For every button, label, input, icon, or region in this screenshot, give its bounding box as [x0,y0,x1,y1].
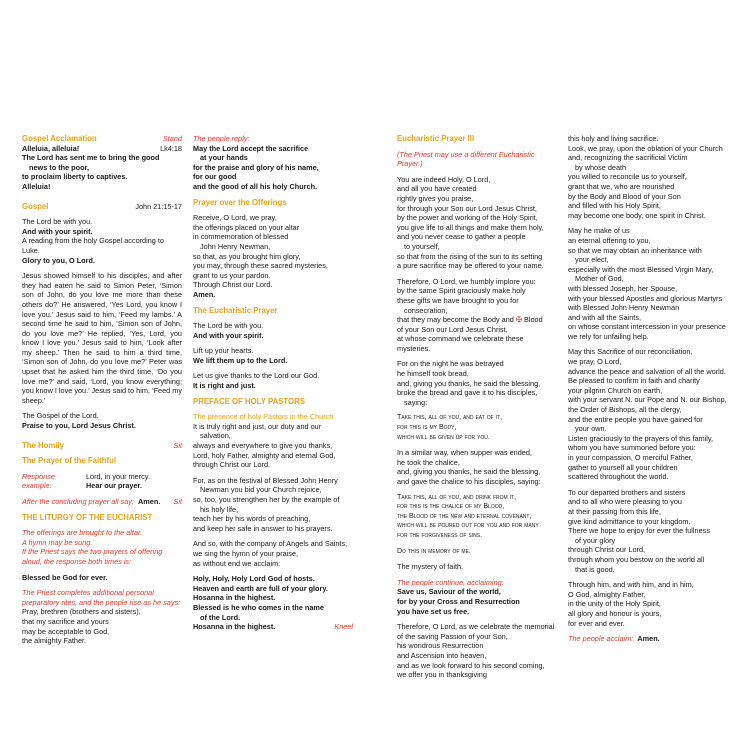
response-line: you have set us free. [397,606,470,616]
prayer-line: There we hope to enjoy for ever the fullness [568,526,710,536]
prayer-line: your elect, [575,255,609,265]
response-line: of the Lord. [200,612,241,622]
prayer-line: and filled with his Holy Spirit, [568,201,661,211]
prayer-line: Mother of God, [575,274,624,284]
prayer-line: Lord, holy Father, almighty and eternal God, [193,450,336,460]
prayer-line: through Christ our Lord. [193,460,271,470]
response-line: Hosanna in the highest. [193,593,276,603]
prayer-line: the offerings placed on your altar [193,222,300,232]
posture-note: Sit [173,497,182,506]
prayer-line: For on the night he was betrayed [397,359,504,369]
response-line: Blessed be God for ever. [22,572,108,582]
prayer-line: rightly gives you praise, [397,193,474,203]
consecration-line: for the forgiveness of sins. [397,531,483,539]
acclamation-line: The Lord has sent me to bring the good [22,153,160,163]
prayer-line: with your servant N. our Pope and N. our Bishop, [568,395,727,405]
prayer-line: always and everywhere to give you thanks, [193,441,333,451]
response-line: And with your spirit. [193,330,264,340]
prayer-line: we pray, O Lord, [568,357,622,367]
cross-icon: ✠ [515,315,522,325]
posture-note: Stand [162,134,182,143]
consecration-line: Take this, all of you, and eat of it, [397,414,503,422]
prayer-line: and gave the chalice to his disciples, saying: [397,477,541,486]
dialogue-line: Lift up your hearts. [193,346,254,356]
prayer-line: we sing the hymn of your praise, [193,548,299,558]
prayer-line: give kind admittance to your kingdom. [568,516,691,526]
prayer-line: whom you have summoned before you: [568,443,696,453]
scripture-ref: Lk4:18 [160,143,182,153]
prayer-line: of the saving Passion of your Son, [397,631,508,641]
prayer-line: you give life to all things and make them holy, [397,222,544,232]
rubric-line: The offerings are brought to the altar. [22,528,143,538]
rubric-line: preparatory rites, and the people rise as he says: [22,597,181,607]
prayer-line: Newman you bid your Church rejoice, [200,485,322,495]
prayer-line: and you never cease to gather a people [397,232,526,242]
prayer-line: and all you have created [397,184,477,194]
prayer-line: advance the peace and salvation of all the world. [568,366,726,376]
prayer-line: he himself took bread, [397,369,469,379]
prayer-line: so that we may obtain an inheritance with [568,245,702,255]
prayer-line: It is truly right and just, our duty and our [193,421,322,431]
consecration-line: for this is the chalice of my Blood, [397,503,505,511]
prayer-line: saying: [404,397,428,407]
prayer-line: of your Son our Lord Jesus Christ, [397,324,508,334]
section-heading: THE LITURGY OF THE EUCHARIST [22,512,153,522]
response-line: Amen. [193,289,216,299]
prayer-line: and to all who were pleasing to you [568,497,682,507]
prayer-line: may become one body, one spirit in Christ. [568,210,706,220]
prayer-line: you willed to reconcile us to yourself, [568,172,687,182]
dialogue-line: The Lord be with you. [193,321,264,331]
response-line: Save us, Saviour of the world, [397,587,501,597]
prayer-line: we offer you in thanksgiving [397,670,487,680]
prayer-line: and with all the Saints, [568,312,642,322]
response-line: Heaven and earth are full of your glory. [193,583,328,593]
section-heading: Prayer over the Offerings [193,197,287,207]
homily-header [22,441,182,451]
section-heading: PREFACE OF HOLY PASTORS [193,396,305,406]
prayer-line: and the entire people you have gained for [568,414,703,424]
prayer-line: may be acceptable to God, [22,626,110,636]
consecration-line: which will be given up for you. [397,433,490,441]
response-example: Response example: Lord, in your mercy. Hear our prayer. [22,471,150,491]
response-line: We lift them up to the Lord. [193,355,288,365]
response-line: for by your Cross and Resurrection [397,596,520,606]
prayer-line: in the unity of the Holy Spirit, [568,599,661,609]
prayer-line: In a similar way, when supper was ended, [397,448,532,458]
acclamation-line: to proclaim liberty to captives. [22,172,128,182]
prayer-line: so that, as you brought him glory, [193,251,301,261]
consecration-line: Take this, all of you, and drink from it, [397,493,517,501]
response-line: Praise to you, Lord Jesus Christ. [22,421,136,431]
prayer-line: a pure sacrifice may be offered to your name. [397,261,544,271]
prayer-line: all glory and honour is yours, [568,608,662,618]
prayer-line: for through your Son our Lord Jesus Christ, [397,203,537,213]
preface-subtitle: The presence of holy Pastors in the Church [193,412,334,422]
response-line: for the praise and glory of his name, [193,162,319,172]
response-line: at your hands [200,153,248,163]
consecration-line: Do this in memory of me. [397,547,471,555]
prayer-line: May he make of us [568,226,630,236]
prayer-line: the almighty Father. [22,636,87,646]
prayer-line: by whose death [575,162,627,172]
prayer-line: Through Christ our Lord. [193,280,273,290]
rubric-line: The Priest completes additional personal [22,588,154,598]
prayer-line: To our departed brothers and sisters [568,487,686,497]
prayer-line: and as we look forward to his second coming, [397,660,545,670]
section-heading: Gospel [22,201,49,211]
rubric-line: aloud, the response both times is: [22,556,132,566]
prayer-line: he took the chalice, [397,457,460,467]
prayer-line: that my sacrifice and yours [22,616,109,626]
dialogue-line: A reading from the holy Gospel according to Luke. [22,236,164,255]
column-2 [193,134,353,632]
prayer-line: For, as on the festival of Blessed John Henry [193,475,338,485]
prayer-line: your own. [575,424,607,434]
concluding-prayer-note: After the concluding prayer all say: Amen. Sit [22,497,182,506]
prayer-line: consecration, [404,305,448,315]
rubric-line: The people continue, acclaiming: [397,577,504,587]
prayer-line: with blessed Joseph, her Spouse, [568,283,678,293]
response-line: for our good [193,172,237,182]
prayer-line: with your blessed Apostles and glorious Martyrs [568,293,723,303]
acclamation-line: Alleluia, alleluia! Lk4:18 [22,143,182,153]
prayer-line: grant to us your pardon. [193,270,271,280]
response-line: Holy, Holy, Holy Lord God of hosts. [193,574,315,584]
posture-note: Kneel [334,622,353,632]
prayer-line: on whose constant intercession in your presence [568,322,726,332]
consecration-line: which will be poured out for you and for many [397,522,539,530]
prayer-line: through whom you bestow on the world all [568,554,705,564]
prayer-line: of your glory [575,535,616,545]
response-line: Glory to you, O Lord. [22,255,95,265]
prayer-line: and, recognizing the sacrificial Victim [568,153,688,163]
prayer-line: as without end we acclaim: [193,558,281,568]
acclamation-line: news to the poor, [29,162,89,172]
section-heading: The Homily [22,440,65,450]
prayer-line: and keep her safe in answer to his prayers. [193,523,333,533]
prayer-line: and Ascension into heaven, [397,650,487,660]
rubric-line: (The Priest may use a different Eucharistic Prayer.) [397,149,535,169]
prayer-line: by the Body and Blood of your Son [568,191,681,201]
prayer-line: The mystery of faith. [397,562,464,572]
gospel-text: Jesus showed himself to his disciples, and after they had eaten he said to Simon Peter, ‘Simon son of John, do you love me more than these others do?’ He answered, ‘Yes Lord, you know I love you.’ Jesus said to him, ‘Feed my lambs.’ A second time he said to him, ‘Simon son of John, do you love me?’ He replied, ‘Yes, Lord, you know I love you.’ Jesus said to him, ‘Look after my sheep.’ Then he said to him a third time, ‘Simon son of John, do you love me?’ Peter was upset that he asked him the third time, ‘Do you love me?’ and said, ‘Lord, you know everything; you know I love you.’ Jesus said to him, ‘Feed my sheep.’ [22,271,182,405]
prayer-line: salvation, [200,431,231,441]
prayer-line: and, giving you thanks, he said the blessing, [397,467,541,477]
prayer-line: at whose command we celebrate these mysteries. [397,334,524,353]
prayer-line: for ever and ever. [568,618,625,628]
section-heading: Eucharistic Prayer III [397,134,475,143]
response-line: and the good of all his holy Church. [193,181,318,191]
prayer-line: gather to yourself all your children [568,462,678,472]
prayer-line: grant that we, who are nourished [568,181,675,191]
acclamation-line: Alleluia! [22,181,51,191]
scripture-ref: John 21:15-17 [135,201,182,211]
prayer-line: so, too, you strengthen her by the example of [193,495,340,504]
dialogue-line: The Gospel of the Lord. [22,411,99,421]
gospel-acclamation-header [22,134,182,144]
prayer-line: his wondrous Resurrection [397,641,484,651]
acclaim-line: The people acclaim: Amen. [568,634,660,644]
prayer-line: in commemoration of blessed [193,232,289,242]
prayer-line: we rely for unfailing help. [568,331,649,341]
response-line: Blessed is he who comes in the name [193,602,324,612]
prayer-line: by the power and working of the Holy Spirit, [397,213,538,223]
prayer-line: broke the bread and gave it to his disciples, [397,388,538,398]
prayer-line: Look, we pray, upon the oblation of your Church [568,143,723,153]
prayer-line: Receive, O Lord, we pray, [193,213,277,223]
prayer-line: his holy life, [200,504,239,514]
consecration-line: for this is my Body, [397,424,457,432]
prayer-line: especially with the most Blessed Virgin Mary, [568,264,714,274]
prayer-line: Through him, and with him, and in him, [568,580,694,590]
prayer-line: the Order of Bishops, all the clergy, [568,405,682,415]
posture-note: Sit [173,440,182,450]
prayer-line: this holy and living sacrifice. [568,134,659,143]
prayer-line: Listen graciously to the prayers of this family, [568,433,714,443]
prayer-line: scattered throughout the world. [568,472,669,482]
prayer-line: Therefore, O Lord, we humbly implore you: [397,276,536,286]
response-line: And with your spirit. [22,226,93,236]
prayer-line: an eternal offering to you, [568,235,651,245]
section-heading: Gospel Acclamation [22,134,97,143]
consecration-line: the Blood of the new and eternal covenant, [397,512,532,520]
prayer-line: Pray, brethren (brothers and sisters), [22,607,141,617]
prayer-line: in your compassion, O merciful Father, [568,453,693,462]
column-3 [397,134,557,680]
sanctus-last-line: Hosanna in the highest. Kneel [193,622,353,632]
prayer-line: John Henry Newman, [200,241,271,251]
section-heading: The Eucharistic Prayer [193,305,278,315]
prayer-line: at their passing from this life, [568,506,661,516]
prayer-line: so that from the rising of the sun to its setting [397,251,543,261]
response-line: May the Lord accept the sacrifice [193,143,309,153]
prayer-line: you may, through these sacred mysteries, [193,261,328,271]
prayer-line: May this Sacrifice of our reconciliation, [568,347,693,357]
response-line: It is right and just. [193,381,256,391]
section-heading: The Prayer of the Faithful [22,456,117,466]
prayer-line: to yourself, [404,241,440,251]
column-1 [22,134,182,646]
prayer-line: your pilgrim Church on earth, [568,385,663,395]
prayer-line: that is good. [575,564,615,574]
prayer-line: You are indeed Holy, O Lord, [397,174,491,184]
rubric-line: If the Priest says the two prayers of offering [22,547,163,557]
prayer-line: And so, with the company of Angels and Saints, [193,539,348,549]
prayer-line: teach her by his words of preaching, [193,514,311,524]
prayer-line: by the same Spirit graciously make holy [397,286,526,296]
column-4 [568,134,731,644]
dialogue-line: The Lord be with you. [22,217,93,227]
prayer-line: that they may become the Body and ✠ Blood [397,315,543,325]
prayer-line: and, giving you thanks, he said the blessing, [397,378,541,388]
prayer-line: through Christ our Lord, [568,545,646,555]
gospel-header [22,202,182,212]
prayer-line: O God, almighty Father, [568,589,646,599]
dialogue-line: Let us give thanks to the Lord our God. [193,371,320,381]
prayer-line: Be pleased to confirm in faith and charity [568,376,700,386]
rubric-line: A hymn may be sung. [22,537,93,547]
prayer-line: these gifts we have brought to you for [397,295,519,305]
prayer-line: Therefore, O Lord, as we celebrate the memorial [397,622,555,632]
prayer-line: with Blessed John Henry Newman [568,303,680,313]
rubric-line: The people reply: [193,134,250,143]
